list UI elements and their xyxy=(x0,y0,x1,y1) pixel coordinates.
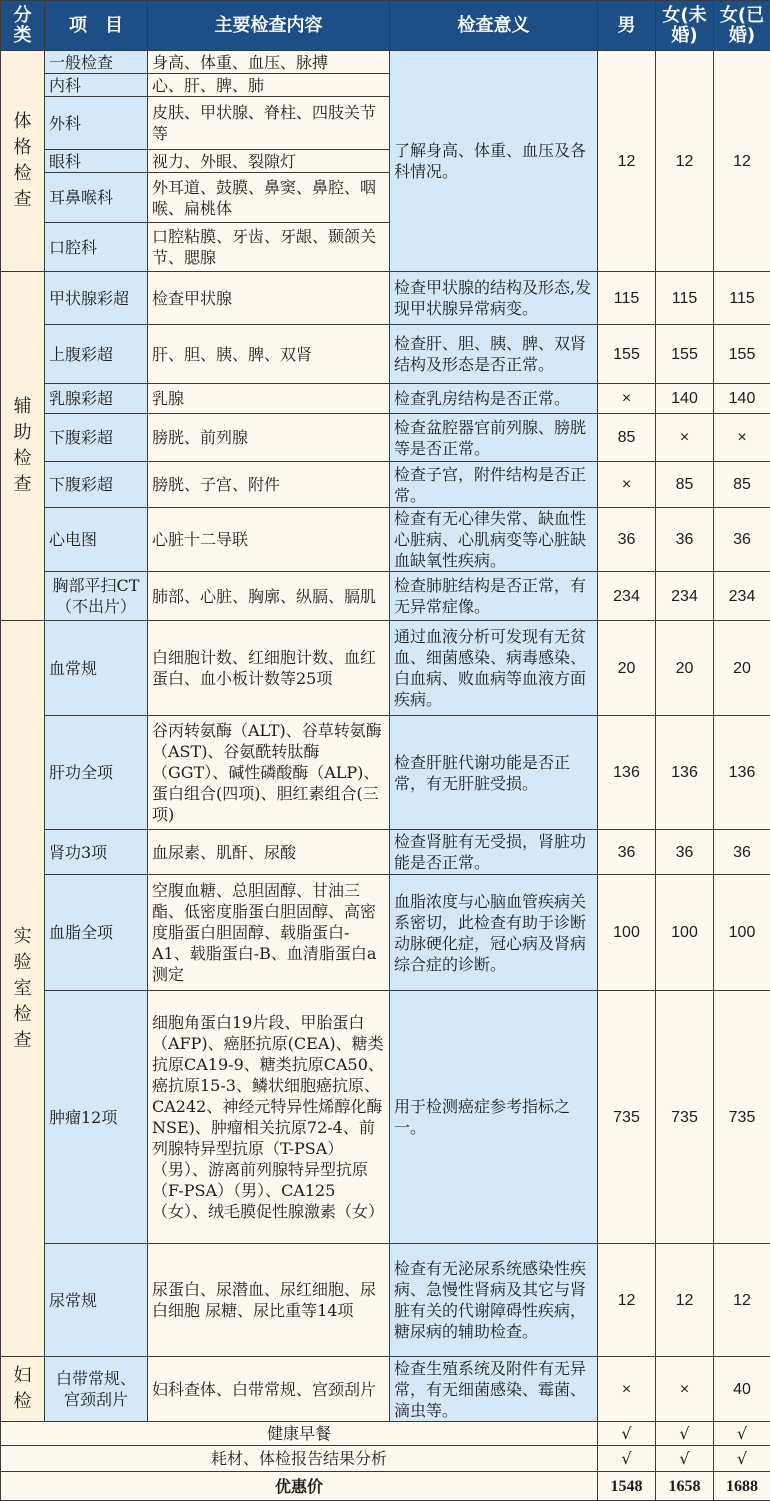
table-row xyxy=(1,621,770,716)
price-male: 115 xyxy=(598,272,656,325)
price-male: 155 xyxy=(598,325,656,384)
price-male: × xyxy=(598,462,656,508)
content-cell: 妇科查体、白带常规、宫颈刮片 xyxy=(148,1357,390,1422)
footer-female-unmarried: √ xyxy=(656,1422,714,1446)
content-cell: 细胞角蛋白19片段、甲胎蛋白（AFP)、癌胚抗原(CEA)、糖类抗原CA19-9、糖类抗原CA50、癌抗原15-3、鳞状细胞癌抗原、CA242、神经元特异性烯醇化酶NSE)、肿瘤相关抗原72-4、前列腺特异型抗原（T-PSA）（男）、游离前列腺特异型抗原（F-PSA）（男）、CA125（女）、绒毛膜促性腺激素（女） xyxy=(148,991,390,1244)
footer-female-unmarried: √ xyxy=(656,1446,714,1472)
price-male: 12 xyxy=(598,51,656,272)
meaning-cell: 检查肝脏代谢功能是否正常，有无肝脏受损。 xyxy=(390,716,598,830)
price-female-unmarried: 85 xyxy=(656,462,714,508)
category-auxiliary: 辅 助 检 查 xyxy=(1,272,45,621)
table-row xyxy=(1,1357,770,1422)
price-female-unmarried: × xyxy=(656,1357,714,1422)
header-meaning: 检查意义 xyxy=(390,1,598,51)
item-cell: 乳腺彩超 xyxy=(45,384,148,414)
content-cell: 肝、胆、胰、脾、双肾 xyxy=(148,325,390,384)
total-male: 1548 xyxy=(598,1472,656,1501)
price-male: 12 xyxy=(598,1244,656,1357)
price-male: 234 xyxy=(598,572,656,621)
table-row xyxy=(1,414,770,462)
total-female-married: 1688 xyxy=(714,1472,770,1501)
total-label: 优惠价 xyxy=(1,1472,598,1501)
price-female-unmarried: 36 xyxy=(656,508,714,572)
item-cell: 下腹彩超 xyxy=(45,462,148,508)
item-cell: 肿瘤12项 xyxy=(45,991,148,1244)
price-male: 20 xyxy=(598,621,656,716)
meaning-cell: 了解身高、体重、血压及各科情况。 xyxy=(390,51,598,272)
content-cell: 身高、体重、血压、脉搏 xyxy=(148,51,390,74)
meaning-cell: 通过血液分析可发现有无贫血、细菌感染、病毒感染、白血病、败血病等血液方面疾病。 xyxy=(390,621,598,716)
meaning-cell: 检查乳房结构是否正常。 xyxy=(390,384,598,414)
item-cell: 外科 xyxy=(45,97,148,150)
price-female-unmarried: 12 xyxy=(656,51,714,272)
header-female-married: 女(已婚) xyxy=(714,1,770,51)
content-cell: 心、肝、脾、肺 xyxy=(148,74,390,97)
item-cell: 肝功全项 xyxy=(45,716,148,830)
price-male: 136 xyxy=(598,716,656,830)
meaning-cell: 检查肝、胆、胰、脾、双肾结构及形态是否正常。 xyxy=(390,325,598,384)
content-cell: 白细胞计数、红细胞计数、血红蛋白、血小板计数等25项 xyxy=(148,621,390,716)
price-female-married: 36 xyxy=(714,508,770,572)
price-female-married: 100 xyxy=(714,875,770,991)
header-male: 男 xyxy=(598,1,656,51)
item-cell: 上腹彩超 xyxy=(45,325,148,384)
header-content: 主要检查内容 xyxy=(148,1,390,51)
meaning-cell: 检查子宫，附件结构是否正常。 xyxy=(390,462,598,508)
price-female-unmarried: 735 xyxy=(656,991,714,1244)
content-cell: 空腹血糖、总胆固醇、甘油三酯、低密度脂蛋白胆固醇、高密度脂蛋白胆固醇、载脂蛋白-A1、载脂蛋白-B、血清脂蛋白a测定 xyxy=(148,875,390,991)
price-female-married: 735 xyxy=(714,991,770,1244)
price-female-unmarried: 136 xyxy=(656,716,714,830)
price-female-unmarried: 234 xyxy=(656,572,714,621)
meaning-cell: 检查肾脏有无受损，肾脏功能是否正常。 xyxy=(390,830,598,875)
category-gyn: 妇 检 xyxy=(1,1357,45,1422)
header-female-unmarried: 女(未婚) xyxy=(656,1,714,51)
price-female-unmarried: 140 xyxy=(656,384,714,414)
price-female-married: 140 xyxy=(714,384,770,414)
item-cell: 甲状腺彩超 xyxy=(45,272,148,325)
item-cell: 胸部平扫CT（不出片） xyxy=(45,572,148,621)
price-female-unmarried: 115 xyxy=(656,272,714,325)
meaning-cell: 用于检测癌症参考指标之一。 xyxy=(390,991,598,1244)
meaning-cell: 检查甲状腺的结构及形态,发现甲状腺异常病变。 xyxy=(390,272,598,325)
meaning-cell: 检查有无心律失常、缺血性心脏病、心肌病变等心脏缺血缺氧性疾病。 xyxy=(390,508,598,572)
item-cell: 眼科 xyxy=(45,150,148,173)
item-cell: 一般检查 xyxy=(45,51,148,74)
price-male: 36 xyxy=(598,830,656,875)
price-female-unmarried: × xyxy=(656,414,714,462)
meaning-cell: 检查有无泌尿系统感染性疾病、急慢性肾病及其它与肾脏有关的代谢障碍性疾病，糖尿病的辅助检查。 xyxy=(390,1244,598,1357)
price-female-unmarried: 20 xyxy=(656,621,714,716)
table-row xyxy=(1,991,770,1244)
price-female-married: 85 xyxy=(714,462,770,508)
item-cell: 内科 xyxy=(45,74,148,97)
content-cell: 检查甲状腺 xyxy=(148,272,390,325)
header-category: 分类 xyxy=(1,1,45,51)
content-cell: 尿蛋白、尿潜血、尿红细胞、尿白细胞 尿糖、尿比重等14项 xyxy=(148,1244,390,1357)
item-cell: 下腹彩超 xyxy=(45,414,148,462)
price-male: 36 xyxy=(598,508,656,572)
price-female-married: × xyxy=(714,414,770,462)
price-female-unmarried: 155 xyxy=(656,325,714,384)
price-female-unmarried: 36 xyxy=(656,830,714,875)
content-cell: 外耳道、鼓膜、鼻窦、鼻腔、咽喉、扁桃体 xyxy=(148,173,390,223)
content-cell: 口腔粘膜、牙齿、牙龈、颞颌关节、腮腺 xyxy=(148,223,390,272)
footer-female-married: √ xyxy=(714,1446,770,1472)
content-cell: 谷丙转氨酶（ALT)、谷草转氨酶（AST)、谷氨酰转肽酶（GGT）、碱性磷酸酶（ALP)、蛋白组合(四项)、胆红素组合(三项) xyxy=(148,716,390,830)
price-female-married: 136 xyxy=(714,716,770,830)
content-cell: 膀胱、子宫、附件 xyxy=(148,462,390,508)
footer-female-married: √ xyxy=(714,1422,770,1446)
item-cell: 尿常规 xyxy=(45,1244,148,1357)
price-female-married: 36 xyxy=(714,830,770,875)
content-cell: 肺部、心脏、胸廓、纵膈、膈肌 xyxy=(148,572,390,621)
footer-male: √ xyxy=(598,1446,656,1472)
meaning-cell: 检查肺脏结构是否正常，有无异常症像。 xyxy=(390,572,598,621)
category-physical: 体 格 检 查 xyxy=(1,51,45,272)
price-female-married: 12 xyxy=(714,1244,770,1357)
content-cell: 视力、外眼、裂隙灯 xyxy=(148,150,390,173)
header-row xyxy=(1,1,770,51)
total-female-unmarried: 1658 xyxy=(656,1472,714,1501)
price-female-married: 20 xyxy=(714,621,770,716)
price-female-unmarried: 12 xyxy=(656,1244,714,1357)
meaning-cell: 血脂浓度与心脑血管疾病关系密切，此检查有助于诊断动脉硬化症，冠心病及肾病综合症的诊断。 xyxy=(390,875,598,991)
price-male: 735 xyxy=(598,991,656,1244)
footer-label: 耗材、体检报告结果分析 xyxy=(1,1446,598,1472)
meaning-cell: 检查盆腔器官前列腺、膀胱等是否正常。 xyxy=(390,414,598,462)
total-row xyxy=(1,1472,770,1501)
price-male: × xyxy=(598,1357,656,1422)
price-female-married: 155 xyxy=(714,325,770,384)
item-cell: 血脂全项 xyxy=(45,875,148,991)
table-row xyxy=(1,462,770,508)
item-cell: 白带常规、宫颈刮片 xyxy=(45,1357,148,1422)
item-cell: 心电图 xyxy=(45,508,148,572)
footer-label: 健康早餐 xyxy=(1,1422,598,1446)
content-cell: 心脏十二导联 xyxy=(148,508,390,572)
table-row xyxy=(1,572,770,621)
content-cell: 膀胱、前列腺 xyxy=(148,414,390,462)
meaning-cell: 检查生殖系统及附件有无异常，有无细菌感染、霉菌、滴虫等。 xyxy=(390,1357,598,1422)
content-cell: 皮肤、甲状腺、脊柱、四肢关节等 xyxy=(148,97,390,150)
item-cell: 血常规 xyxy=(45,621,148,716)
table-row xyxy=(1,508,770,572)
price-male: × xyxy=(598,384,656,414)
item-cell: 口腔科 xyxy=(45,223,148,272)
footer-male: √ xyxy=(598,1422,656,1446)
item-cell: 肾功3项 xyxy=(45,830,148,875)
header-item: 项 目 xyxy=(45,1,148,51)
content-cell: 血尿素、肌酐、尿酸 xyxy=(148,830,390,875)
price-female-married: 40 xyxy=(714,1357,770,1422)
price-male: 85 xyxy=(598,414,656,462)
table-row xyxy=(1,1244,770,1357)
price-female-married: 234 xyxy=(714,572,770,621)
table-row xyxy=(1,384,770,414)
price-female-married: 12 xyxy=(714,51,770,272)
table-row xyxy=(1,830,770,875)
table-row xyxy=(1,716,770,830)
price-male: 100 xyxy=(598,875,656,991)
item-cell: 耳鼻喉科 xyxy=(45,173,148,223)
price-female-unmarried: 100 xyxy=(656,875,714,991)
price-female-married: 115 xyxy=(714,272,770,325)
category-lab: 实 验 室 检 查 xyxy=(1,621,45,1357)
footer-row xyxy=(1,1422,770,1446)
table-row xyxy=(1,875,770,991)
content-cell: 乳腺 xyxy=(148,384,390,414)
table-row xyxy=(1,51,770,74)
table-row xyxy=(1,272,770,325)
table-row xyxy=(1,325,770,384)
footer-row xyxy=(1,1446,770,1472)
